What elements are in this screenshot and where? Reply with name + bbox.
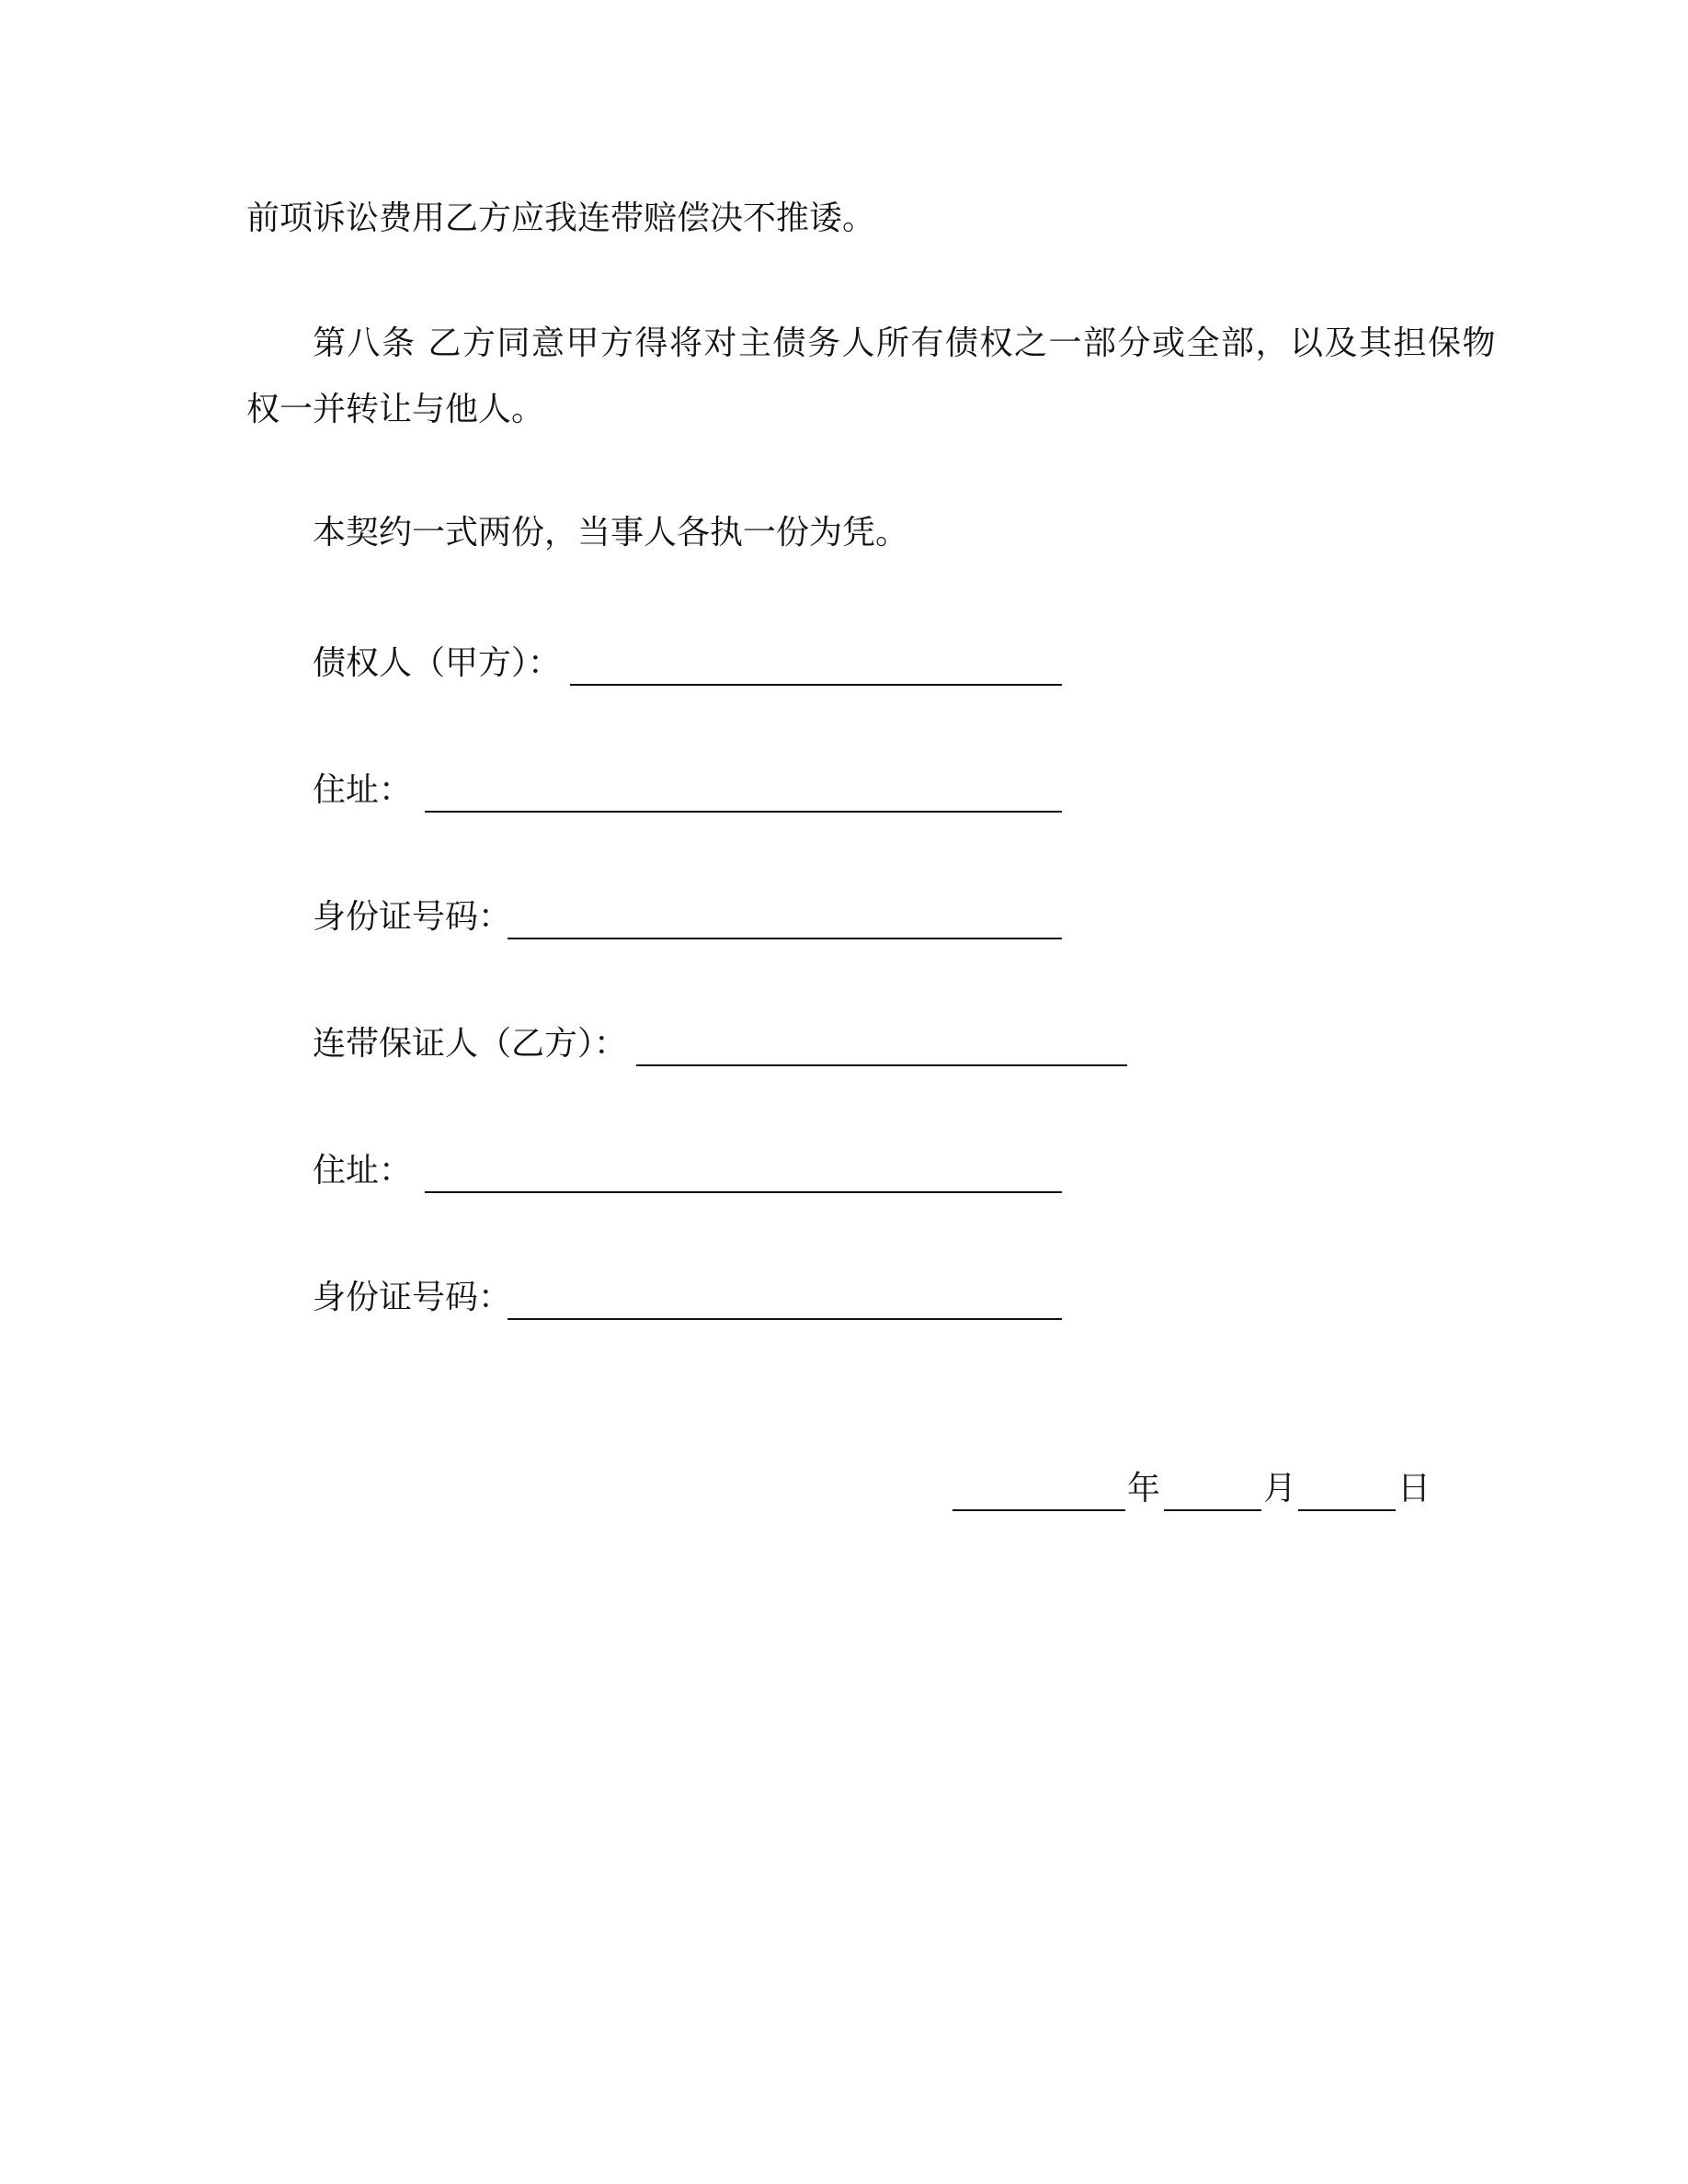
- guarantor-address-blank-line[interactable]: [425, 1191, 1062, 1193]
- guarantor-field: [313, 1024, 627, 1064]
- creditor-id-label: 身份证号码：: [313, 898, 512, 936]
- guarantor-address-label: 住址：: [313, 1152, 413, 1189]
- guarantor-id-blank-line[interactable]: [508, 1318, 1062, 1320]
- creditor-id-field: [313, 897, 511, 938]
- creditor-address-blank-line[interactable]: [425, 811, 1062, 813]
- creditor-field: [313, 643, 561, 684]
- paragraph-continuation: 前项诉讼费用乙方应我连带赔偿决不推诿。: [246, 199, 876, 237]
- year-blank-line[interactable]: [952, 1509, 1125, 1511]
- guarantor-id-field: [313, 1278, 511, 1318]
- creditor-address-label: 住址：: [313, 771, 413, 809]
- day-blank-line[interactable]: [1298, 1509, 1396, 1511]
- creditor-id-blank-line[interactable]: [508, 938, 1062, 939]
- copies-clause: 本契约一式两份，当事人各执一份为凭。: [313, 514, 909, 552]
- guarantor-id-label: 身份证号码：: [313, 1279, 512, 1316]
- day-label: 日: [1397, 1470, 1431, 1507]
- guarantor-address-field: [313, 1151, 412, 1191]
- creditor-blank-line[interactable]: [570, 684, 1062, 686]
- article-8-line-1: 第八条 乙方同意甲方得将对主债务人所有债权之一部分或全部，以及其担保物: [313, 324, 1497, 362]
- article-8-line-2: 权一并转让与他人。: [246, 391, 545, 428]
- creditor-label: 债权人（甲方）：: [313, 644, 562, 682]
- month-label: 月: [1263, 1470, 1297, 1507]
- date-line: [0, 1469, 1688, 1509]
- month-blank-line[interactable]: [1164, 1509, 1261, 1511]
- guarantor-label: 连带保证人（乙方）：: [313, 1025, 628, 1063]
- guarantor-blank-line[interactable]: [636, 1064, 1127, 1066]
- creditor-address-field: [313, 770, 412, 811]
- year-label: 年: [1127, 1470, 1161, 1507]
